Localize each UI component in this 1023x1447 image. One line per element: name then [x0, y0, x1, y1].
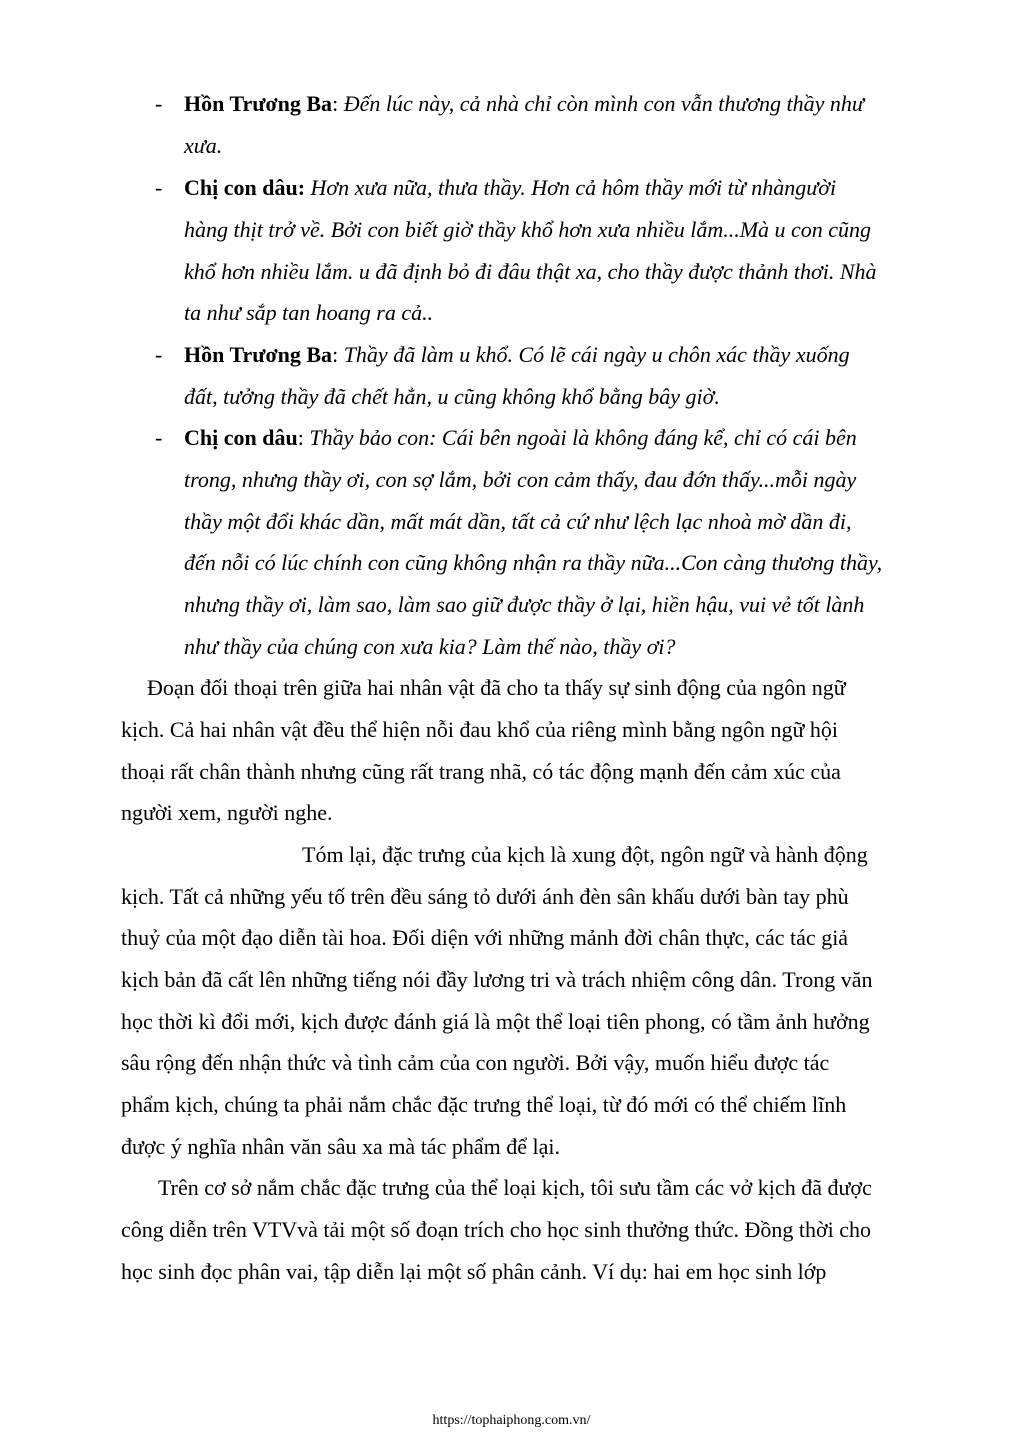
speaker-name: Hồn Trương Ba: [184, 342, 333, 367]
speech-text: đến nỗi có lúc chính con cũng không nhận ra thầy nữa...Con càng thương thầy,: [184, 550, 883, 575]
speech-text: như thầy của chúng con xưa kia? Làm thế nào, thầy ơi?: [184, 634, 676, 659]
dialogue-line: [184, 424, 857, 452]
speaker-separator: :: [332, 91, 344, 116]
footer-url: https://tophaiphong.com.vn/: [432, 1413, 591, 1428]
paragraph-line: Tóm lại, đặc trưng của kịch là xung đột, ngôn ngữ và hành động: [302, 842, 868, 867]
paragraph-line: học thời kì đổi mới, kịch được đánh giá là một thể loại tiên phong, có tầm ảnh hưởng: [121, 1009, 870, 1034]
dialogue-line: [184, 341, 850, 369]
paragraph-line: thoại rất chân thành nhưng cũng rất trang nhã, có tác động mạnh đến cảm xúc của: [121, 759, 841, 784]
dialogue-line: [184, 174, 836, 202]
paragraph-line: phẩm kịch, chúng ta phải nắm chắc đặc trưng thể loại, từ đó mới có thể chiếm lĩnh: [121, 1092, 847, 1117]
paragraph-line: Trên cơ sở nắm chắc đặc trưng của thể loại kịch, tôi sưu tầm các vở kịch đã được: [158, 1175, 872, 1200]
paragraph-line: được ý nghĩa nhân văn sâu xa mà tác phẩm để lại.: [121, 1134, 560, 1159]
dialogue-line: [184, 90, 864, 118]
speech-text: nhưng thầy ơi, làm sao, làm sao giữ được thầy ở lại, hiền hậu, vui vẻ tốt lành: [184, 592, 865, 617]
speech-text: Hơn xưa nữa, thưa thầy. Hơn cả hôm thầy mới từ nhàngười: [310, 175, 837, 200]
speech-text: hàng thịt trở về. Bởi con biết giờ thầy khổ hơn xưa nhiều lắm...Mà u con cũng: [184, 217, 872, 242]
list-dash: -: [155, 425, 163, 450]
list-dash: -: [155, 342, 163, 367]
paragraph-line: kịch. Cả hai nhân vật đều thể hiện nỗi đau khổ của riêng mình bằng ngôn ngữ hội: [121, 717, 838, 742]
speech-text: khổ hơn nhiều lắm. u đã định bỏ đi đâu thật xa, cho thầy được thảnh thơi. Nhà: [184, 259, 877, 284]
speaker-name: Chị con dâu: [184, 425, 298, 450]
speech-text: thầy một đổi khác dần, mất mát dần, tất cả cứ như lệch lạc nhoà mờ dần đi,: [184, 509, 852, 534]
paragraph-line: kịch bản đã cất lên những tiếng nói đầy lương tri và trách nhiệm công dân. Trong văn: [121, 967, 873, 992]
speech-text: Thầy đã làm u khổ. Có lẽ cái ngày u chôn xác thầy xuống: [343, 342, 850, 367]
paragraph-line: Đoạn đối thoại trên giữa hai nhân vật đã cho ta thấy sự sinh động của ngôn ngữ: [147, 675, 846, 700]
speech-text: Đến lúc này, cả nhà chỉ còn mình con vẫn thương thầy như: [343, 91, 864, 116]
list-dash: -: [155, 91, 163, 116]
speech-text: trong, nhưng thầy ơi, con sợ lắm, bởi con cảm thấy, đau đớn thấy...mỗi ngày: [184, 467, 857, 492]
speaker-separator: :: [297, 425, 310, 450]
speech-text: Thầy bảo con: Cái bên ngoài là không đáng kể, chỉ có cái bên: [309, 425, 857, 450]
speech-text: đất, tưởng thầy đã chết hẳn, u cũng không khổ bằng bây giờ.: [184, 384, 720, 409]
paragraph-line: công diễn trên VTVvà tải một số đoạn trích cho học sinh thưởng thức. Đồng thời cho: [121, 1217, 871, 1242]
list-dash: -: [155, 175, 163, 200]
paragraph-line: học sinh đọc phân vai, tập diễn lại một số phân cảnh. Ví dụ: hai em học sinh lớp: [121, 1259, 827, 1284]
speech-text: ta như sắp tan hoang ra cả..: [184, 300, 434, 325]
paragraph-line: thuỷ của một đạo diễn tài hoa. Đối diện với những mảnh đời chân thực, các tác giả: [121, 925, 849, 950]
paragraph-line: kịch. Tất cả những yếu tố trên đều sáng tỏ dưới ánh đèn sân khấu dưới bàn tay phù: [121, 884, 849, 909]
speaker-name: Hồn Trương Ba: [184, 91, 333, 116]
speaker-separator: :: [332, 342, 344, 367]
paragraph-line: sâu rộng đến nhận thức và tình cảm của con người. Bởi vậy, muốn hiểu được tác: [121, 1050, 830, 1075]
paragraph-line: người xem, người nghe.: [121, 800, 333, 825]
speech-text: xưa.: [184, 133, 223, 158]
speaker-name: Chị con dâu:: [184, 175, 306, 200]
